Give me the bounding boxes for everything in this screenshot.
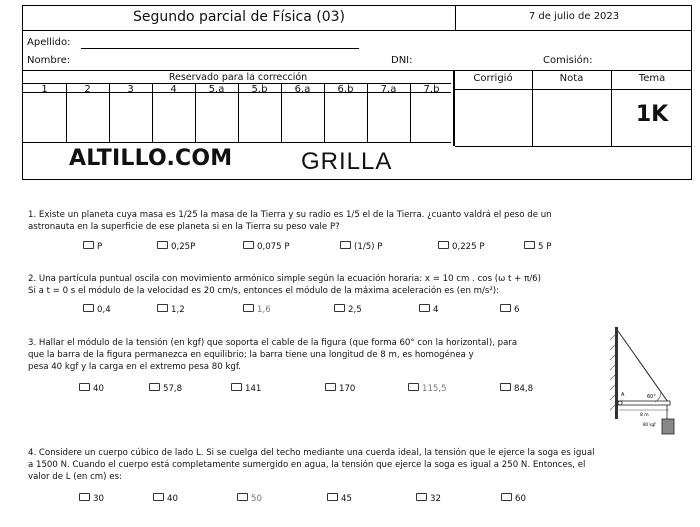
nota-label: Nota — [559, 73, 584, 84]
checkbox-icon — [153, 493, 164, 501]
checkbox-icon — [438, 241, 449, 249]
option-label: 170 — [339, 384, 356, 394]
checkbox-icon — [157, 304, 168, 312]
option-checkbox[interactable] — [157, 241, 195, 252]
option-label: 45 — [341, 494, 352, 504]
option-label: 5 P — [538, 242, 552, 252]
question-text: 3. Hallar el módulo de la tensión (en kgf) que soporta el cable de la figura (que forma 60° con la horizontal), para — [28, 338, 518, 348]
load-label: 80 kgf — [643, 422, 656, 427]
comision-label: Comisión: — [543, 55, 593, 66]
option-label: 50 — [251, 494, 262, 504]
option-label: 84,8 — [514, 384, 534, 394]
grid-column-label: 7.b — [423, 84, 440, 95]
option-checkbox[interactable] — [500, 383, 533, 394]
option-checkbox[interactable] — [438, 241, 485, 252]
grilla-label: GRILLA — [301, 148, 393, 175]
question-text: que la barra de la figura permanezca en equilibrio; la barra tiene una longitud de 8 m, es homogénea y — [28, 350, 474, 360]
option-label: 57,8 — [163, 384, 183, 394]
option-checkbox[interactable] — [325, 383, 355, 394]
option-label: 32 — [430, 494, 441, 504]
option-label: 0,225 P — [452, 242, 485, 252]
grid-column-label: 3 — [127, 84, 134, 95]
grid-column-label: 5.a — [208, 84, 225, 95]
question-text: 4. Considere un cuerpo cúbico de lado L. Si se cuelga del techo mediante una cuerda ideal, la tensión que le ejerce la soga es igual — [28, 448, 595, 458]
checkbox-icon — [83, 304, 94, 312]
option-label: 4 — [433, 305, 439, 315]
option-checkbox[interactable] — [237, 493, 262, 504]
question-text: a 1500 N. Cuando el cuerpo está completamente sumergido en agua, la tensión que ejerce la soga es igual a 250 N. Entonces, el — [28, 460, 586, 470]
exam-header — [22, 5, 692, 180]
option-label: 2,5 — [348, 305, 362, 315]
option-label: 30 — [93, 494, 104, 504]
option-label: P — [97, 242, 103, 252]
checkbox-icon — [79, 493, 90, 501]
question-4 — [28, 447, 594, 483]
angle-label: 60° — [647, 394, 656, 400]
exam-title: Segundo parcial de Física (03) — [133, 9, 345, 25]
question-1 — [28, 209, 552, 233]
grid-column-label: 7.a — [380, 84, 397, 95]
checkbox-icon — [243, 304, 254, 312]
option-checkbox[interactable] — [149, 383, 182, 394]
question-text: 2. Una partícula puntual oscila con movimiento armónico simple según la ecuación horaria: x = 10 cm . cos (ω t + π/6) — [28, 274, 541, 284]
checkbox-icon — [500, 383, 511, 391]
beam-figure — [605, 325, 680, 437]
option-checkbox[interactable] — [340, 241, 382, 252]
option-checkbox[interactable] — [524, 241, 551, 252]
option-checkbox[interactable] — [243, 241, 290, 252]
checkbox-icon — [243, 241, 254, 249]
grid-column-label: 5.b — [251, 84, 268, 95]
checkbox-icon — [327, 493, 338, 501]
option-label: 60 — [515, 494, 526, 504]
option-label: 0,075 P — [257, 242, 290, 252]
option-checkbox[interactable] — [243, 304, 271, 315]
dni-label: DNI: — [391, 55, 413, 66]
checkbox-icon — [79, 383, 90, 391]
wall-hatch — [610, 335, 615, 410]
angle-arc — [655, 392, 661, 402]
header-divider — [23, 142, 451, 143]
checkbox-icon — [524, 241, 535, 249]
header-divider — [23, 30, 691, 31]
corrigio-label: Corrigió — [473, 73, 513, 84]
pivot-label: A — [621, 392, 625, 398]
checkbox-icon — [408, 383, 419, 391]
pivot — [618, 401, 622, 405]
option-label: 6 — [514, 305, 520, 315]
option-checkbox[interactable] — [416, 493, 441, 504]
option-checkbox[interactable] — [419, 304, 438, 315]
option-checkbox[interactable] — [231, 383, 261, 394]
option-label: 115,5 — [422, 384, 447, 394]
checkbox-icon — [325, 383, 336, 391]
option-checkbox[interactable] — [157, 304, 185, 315]
apellido-label: Apellido: — [27, 37, 71, 48]
checkbox-icon — [340, 241, 351, 249]
load-block — [662, 419, 674, 434]
exam-date: 7 de julio de 2023 — [528, 11, 620, 22]
cable — [618, 331, 668, 402]
question-3 — [28, 337, 517, 373]
question-2 — [28, 273, 541, 297]
grid-column-label: 4 — [170, 84, 177, 95]
checkbox-icon — [501, 493, 512, 501]
option-checkbox[interactable] — [83, 304, 111, 315]
option-checkbox[interactable] — [327, 493, 352, 504]
grid-column-label: 1 — [41, 84, 48, 95]
question-text: valor de L (en cm) es: — [28, 472, 122, 482]
option-checkbox[interactable] — [500, 304, 519, 315]
grid-column-label: 6.a — [294, 84, 311, 95]
watermark-text: ALTILLO.COM — [69, 146, 233, 171]
option-checkbox[interactable] — [408, 383, 447, 394]
option-checkbox[interactable] — [501, 493, 526, 504]
option-checkbox[interactable] — [79, 493, 104, 504]
wall — [615, 327, 618, 419]
checkbox-icon — [500, 304, 511, 312]
checkbox-icon — [334, 304, 345, 312]
option-label: 0,25P — [171, 242, 196, 252]
reservado-label: Reservado para la corrección — [168, 72, 308, 83]
option-label: 141 — [245, 384, 262, 394]
option-checkbox[interactable] — [334, 304, 362, 315]
option-checkbox[interactable] — [79, 383, 104, 394]
option-label: 40 — [93, 384, 104, 394]
option-label: 0,4 — [97, 305, 111, 315]
apellido-field[interactable] — [81, 48, 359, 49]
header-divider — [455, 146, 691, 147]
option-label: 1,2 — [171, 305, 185, 315]
grid-column-label: 2 — [84, 84, 91, 95]
beam — [618, 401, 670, 405]
option-label: 1,6 — [257, 305, 271, 315]
checkbox-icon — [149, 383, 160, 391]
option-checkbox[interactable] — [83, 241, 102, 252]
checkbox-icon — [419, 304, 430, 312]
question-text: 1. Existe un planeta cuya masa es 1/25 la masa de la Tierra y su radio es 1/5 el de la Tierra. ¿cuanto valdrá el peso de un — [28, 210, 552, 220]
question-text: pesa 40 kgf y la carga en el extremo pesa 80 kgf. — [28, 362, 242, 372]
nombre-label: Nombre: — [27, 55, 71, 66]
checkbox-icon — [157, 241, 168, 249]
question-text: Si a t = 0 s el módulo de la velocidad es 20 cm/s, entonces el módulo de la máxima aceleración es (en m/s²): — [28, 286, 500, 296]
option-label: (1/5) P — [354, 242, 383, 252]
length-label: 8 m — [640, 413, 649, 418]
checkbox-icon — [83, 241, 94, 249]
grid-column-label: 6.b — [337, 84, 354, 95]
tema-value: 1K — [635, 102, 669, 127]
option-checkbox[interactable] — [153, 493, 178, 504]
checkbox-icon — [231, 383, 242, 391]
option-label: 40 — [167, 494, 178, 504]
header-divider — [23, 70, 691, 71]
header-divider — [455, 89, 691, 90]
checkbox-icon — [237, 493, 248, 501]
checkbox-icon — [416, 493, 427, 501]
tema-label: Tema — [638, 73, 666, 84]
question-text: astronauta en la superficie de ese planeta si en la Tierra su peso vale P? — [28, 222, 340, 232]
